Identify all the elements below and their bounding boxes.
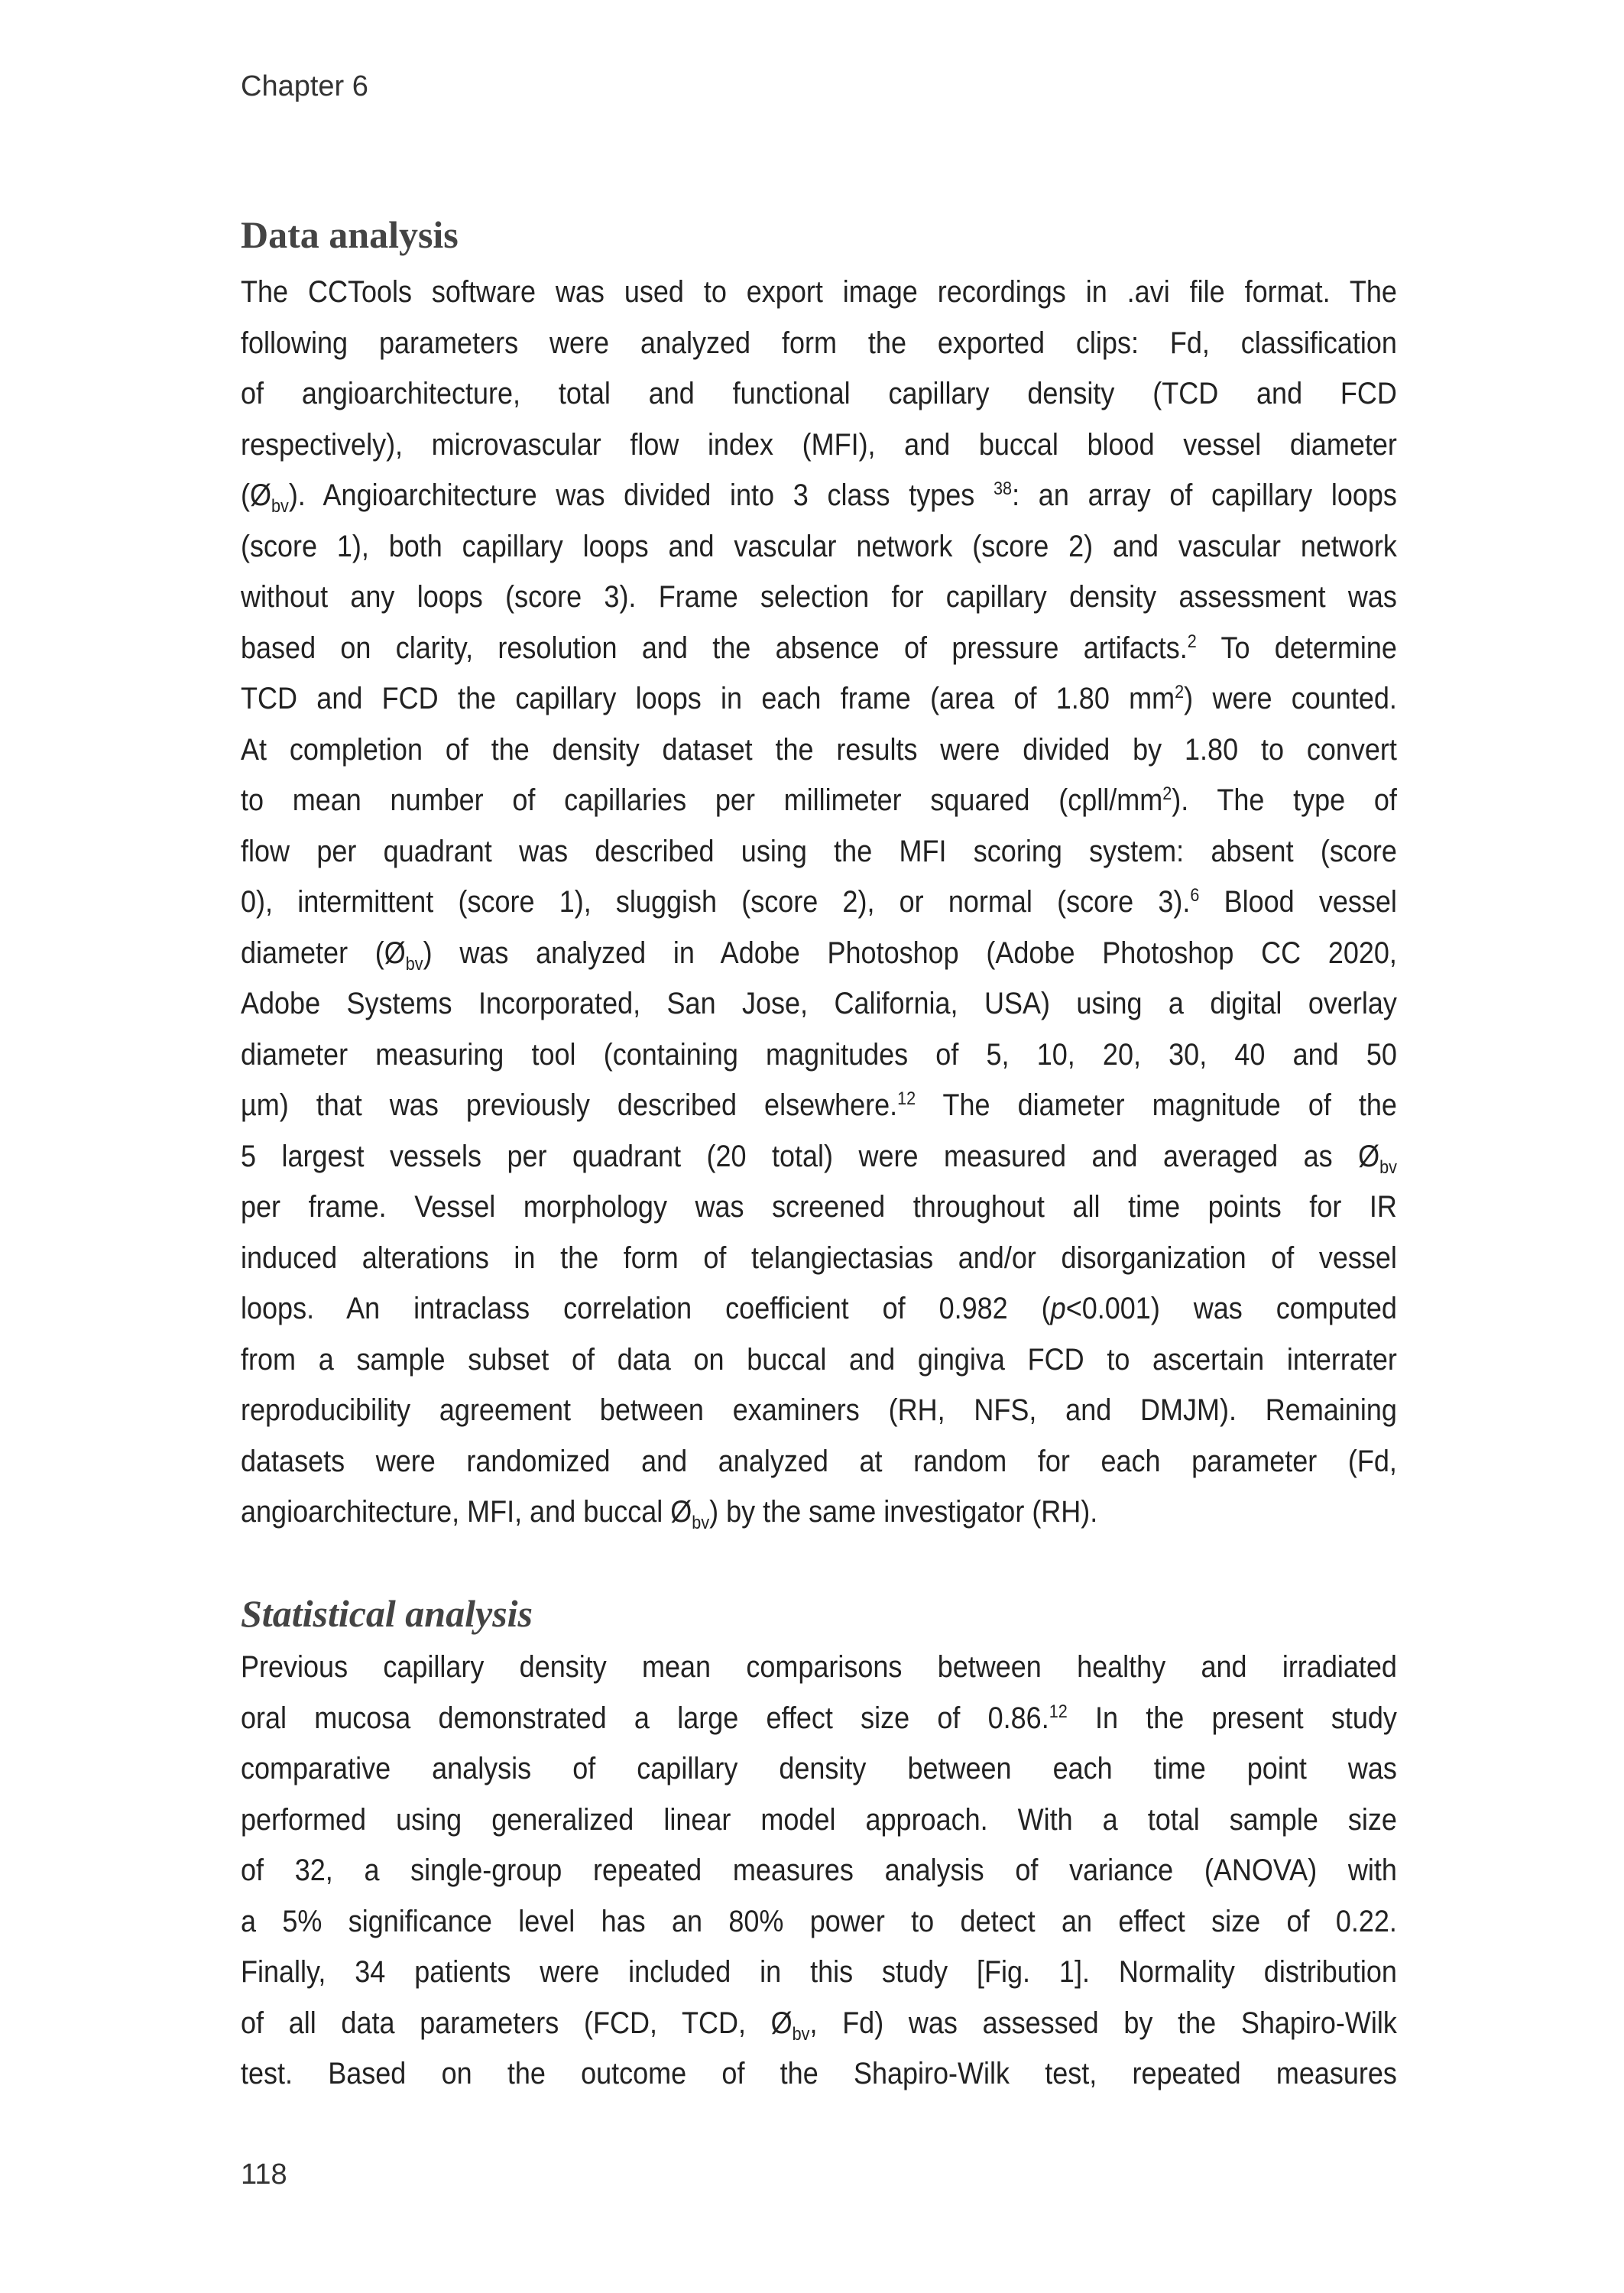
citation-superscript: 2 <box>1187 631 1197 652</box>
text-line <box>241 877 1397 928</box>
text-segment: Blood vessel <box>1199 885 1397 919</box>
text-segment: loops. An intraclass correlation coefficient of 0.982 ( <box>241 1292 1051 1325</box>
text-line <box>241 673 1397 725</box>
text-line <box>241 267 1397 318</box>
text-line <box>241 1642 1397 1693</box>
text-segment: At completion of the density dataset the results were divided by 1.80 to convert <box>241 732 1397 767</box>
text-line <box>241 1182 1397 1233</box>
text-segment: The diameter magnitude of the <box>916 1088 1397 1122</box>
text-segment: To determine <box>1196 631 1397 665</box>
text-segment: performed using generalized linear model approach. With a total sample size <box>241 1802 1397 1837</box>
running-head: Chapter 6 <box>241 70 368 102</box>
text-line <box>241 1030 1397 1081</box>
text-line <box>241 420 1397 471</box>
text-segment: test. Based on the outcome of the Shapiro-Wilk test, repeated measures <box>241 2057 1397 2090</box>
text-line <box>241 318 1397 369</box>
text-segment: , Fd) was assessed by the Shapiro-Wilk <box>809 2006 1397 2040</box>
section-heading-data-analysis: Data analysis <box>241 213 459 256</box>
text-segment: 5 largest vessels per quadrant (20 total) were measured and averaged as Ø <box>241 1139 1380 1173</box>
text-segment: TCD and FCD the capillary loops in each frame (area of 1.80 mm <box>241 682 1175 715</box>
text-segment: ). The type of <box>1172 783 1397 817</box>
subscript: bv <box>405 953 423 975</box>
text-segment: reproducibility agreement between examiners (RH, NFS, and DMJM). Remaining <box>241 1393 1397 1427</box>
paragraph-statistical-analysis <box>241 1642 1397 2100</box>
text-segment: induced alterations in the form of telangiectasias and/or disorganization of vessel <box>241 1241 1397 1275</box>
text-segment: comparative analysis of capillary density between each time point was <box>241 1752 1397 1785</box>
text-segment: Adobe Systems Incorporated, San Jose, California, USA) using a digital overlay <box>241 987 1397 1020</box>
text-line <box>241 1233 1397 1284</box>
text-line <box>241 1487 1397 1538</box>
text-segment: flow per quadrant was described using the MFI scoring system: absent (score <box>241 834 1397 868</box>
citation-superscript: 38 <box>994 478 1013 499</box>
subscript: bv <box>1379 1156 1397 1178</box>
text-line <box>241 2048 1397 2100</box>
text-segment: 0), intermittent (score 1), sluggish (score 2), or normal (score 3). <box>241 885 1191 919</box>
citation-superscript: 12 <box>897 1088 916 1109</box>
text-line <box>241 1795 1397 1846</box>
text-segment: angioarchitecture, MFI, and buccal Ø <box>241 1495 692 1529</box>
text-line <box>241 1693 1397 1744</box>
text-segment: ) were counted. <box>1184 682 1397 715</box>
subscript: bv <box>692 1513 710 1533</box>
subscript: bv <box>792 2023 810 2045</box>
text-segment: p <box>1050 1292 1066 1325</box>
text-segment: without any loops (score 3). Frame selection for capillary density assessment was <box>241 580 1397 614</box>
text-line <box>241 725 1397 776</box>
text-line <box>241 1131 1397 1182</box>
text-segment: datasets were randomized and analyzed at random for each parameter (Fd, <box>241 1444 1397 1478</box>
paragraph-data-analysis <box>241 267 1397 1538</box>
text-segment: diameter (Ø <box>241 936 406 970</box>
text-line <box>241 572 1397 623</box>
text-segment: oral mucosa demonstrated a large effect size of 0.86. <box>241 1701 1049 1735</box>
text-segment: based on clarity, resolution and the absence of pressure artifacts. <box>241 631 1188 665</box>
text-segment: (score 1), both capillary loops and vascular network (score 2) and vascular network <box>241 529 1397 563</box>
page-number: 118 <box>241 2158 287 2191</box>
text-segment: following parameters were analyzed form the exported clips: Fd, classification <box>241 326 1397 360</box>
text-line <box>241 1385 1397 1436</box>
text-segment: Finally, 34 patients were included in this study [Fig. 1]. Normality distribution <box>241 1955 1397 1989</box>
text-segment: (Ø <box>241 478 271 512</box>
section-heading-statistical-analysis: Statistical analysis <box>241 1592 533 1635</box>
text-line <box>241 1845 1397 1896</box>
text-segment: respectively), microvascular flow index (MFI), and buccal blood vessel diameter <box>241 427 1397 462</box>
text-segment: ) by the same investigator (RH). <box>709 1495 1098 1529</box>
text-line <box>241 1743 1397 1795</box>
text-line <box>241 521 1397 572</box>
citation-superscript: 12 <box>1049 1701 1068 1722</box>
text-segment: In the present study <box>1067 1701 1397 1735</box>
text-segment: µm) that was previously described elsewhere. <box>241 1088 898 1122</box>
text-segment: of 32, a single-group repeated measures analysis of variance (ANOVA) with <box>241 1854 1397 1887</box>
text-line <box>241 470 1397 521</box>
text-segment: of angioarchitecture, total and functional capillary density (TCD and FCD <box>241 377 1397 410</box>
text-segment: of all data parameters (FCD, TCD, Ø <box>241 2006 793 2040</box>
text-line <box>241 1436 1397 1487</box>
text-segment: <0.001) was computed <box>1065 1292 1397 1325</box>
text-segment: : an array of capillary loops <box>1012 478 1397 512</box>
text-line <box>241 623 1397 674</box>
text-line <box>241 1283 1397 1335</box>
text-line <box>241 1947 1397 1998</box>
text-segment: to mean number of capillaries per millimeter squared (cpll/mm <box>241 783 1163 817</box>
text-segment: ) was analyzed in Adobe Photoshop (Adobe Photoshop CC 2020, <box>423 936 1397 970</box>
text-line <box>241 1896 1397 1948</box>
text-line <box>241 978 1397 1030</box>
citation-superscript: 2 <box>1175 682 1185 702</box>
text-segment: Previous capillary density mean comparisons between healthy and irradiated <box>241 1650 1397 1684</box>
text-segment: a 5% significance level has an 80% power to detect an effect size of 0.22. <box>241 1904 1397 1938</box>
text-line <box>241 1080 1397 1131</box>
text-segment: per frame. Vessel morphology was screened throughout all time points for IR <box>241 1190 1397 1224</box>
text-line <box>241 1998 1397 2049</box>
text-line <box>241 775 1397 826</box>
text-line <box>241 826 1397 877</box>
text-segment: from a sample subset of data on buccal and gingiva FCD to ascertain interrater <box>241 1342 1397 1377</box>
text-line <box>241 368 1397 420</box>
text-line <box>241 928 1397 979</box>
citation-superscript: 2 <box>1162 783 1172 804</box>
text-line <box>241 1335 1397 1386</box>
subscript: bv <box>271 496 289 517</box>
text-segment: diameter measuring tool (containing magnitudes of 5, 10, 20, 30, 40 and 50 <box>241 1037 1397 1072</box>
text-segment: ). Angioarchitecture was divided into 3 class types <box>288 478 994 512</box>
text-segment: The CCTools software was used to export image recordings in .avi file format. The <box>241 275 1397 309</box>
citation-superscript: 6 <box>1190 885 1200 906</box>
